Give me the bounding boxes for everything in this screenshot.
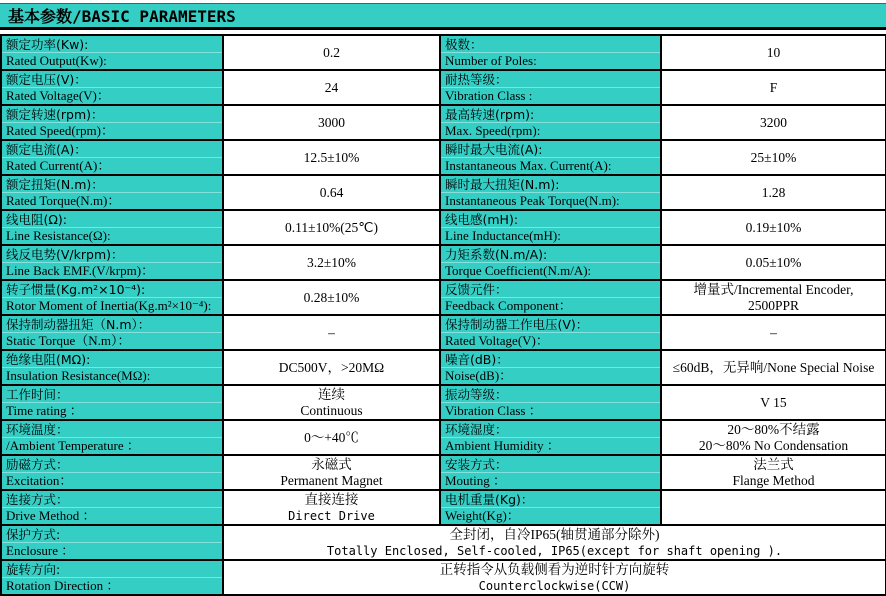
- label-en: Rotation Direction ：: [6, 578, 120, 593]
- ambient-temperature-value: [223, 420, 440, 455]
- page-title: 基本参数/BASIC PARAMETERS: [8, 7, 236, 26]
- drive-method-label: [1, 490, 223, 525]
- label-en: Vibration Class :: [445, 88, 533, 103]
- value-line-1: 直接连接: [304, 491, 359, 507]
- row-rotor-inertia-feedback: [1, 280, 886, 315]
- value-line-1: 正转指令从负载侧看为逆时针方向旋转: [439, 561, 670, 577]
- rated-output-value: [223, 35, 440, 70]
- value-line-1: –: [328, 324, 335, 340]
- value-line-2: Permanent Magnet: [280, 472, 383, 488]
- label-zh: 振动等级：: [441, 386, 660, 403]
- label-en: Max. Speed(rpm):: [445, 123, 541, 138]
- value-line-1: DC500V，>20MΩ: [278, 359, 385, 375]
- label-zh: 反馈元件：: [441, 281, 660, 298]
- label-zh: 线电阻(Ω):: [2, 211, 222, 228]
- value-line-2: 20～80% No Condensation: [698, 437, 849, 453]
- value-line-2: Flange Method: [732, 472, 815, 488]
- label-zh: 励磁方式：: [2, 456, 222, 473]
- value-line-1: 增量式/Incremental Encoder,: [693, 281, 854, 297]
- mounting-value: [661, 455, 886, 490]
- label-en: Vibration Class ：: [445, 403, 542, 418]
- label-en: Instantaneous Max. Current(A):: [445, 158, 612, 173]
- value-line-2: Counterclockwise(CCW): [478, 578, 631, 593]
- row-rated-current-max-current: [1, 140, 886, 175]
- label-zh: 极数：: [441, 36, 660, 53]
- label-en: Ambient Humidity ：: [445, 438, 560, 453]
- rated-current-label: [1, 140, 223, 175]
- peak-torque-label: [440, 175, 661, 210]
- drive-method-value: [223, 490, 440, 525]
- excitation-value: [223, 455, 440, 490]
- rated-voltage-value: [223, 70, 440, 105]
- value-line-1: 20～80%不结露: [727, 421, 820, 437]
- vibration-class-value: [661, 385, 886, 420]
- torque-coefficient-value: [661, 245, 886, 280]
- row-rated-speed-max-speed: [1, 105, 886, 140]
- brake-static-torque-value: [223, 315, 440, 350]
- value-line-1: 0.64: [319, 184, 344, 200]
- rated-torque-label: [1, 175, 223, 210]
- label-en: Mouting ：: [445, 473, 507, 488]
- label-en: Rated Current(A)：: [6, 158, 111, 173]
- feedback-component-value: [661, 280, 886, 315]
- max-current-label: [440, 140, 661, 175]
- value-line-1: 连续: [318, 386, 345, 402]
- value-line-1: ≤60dB，无异响/None Special Noise: [672, 359, 875, 375]
- weight-label: [440, 490, 661, 525]
- label-zh: 瞬时最大扭矩(N.m):: [441, 176, 660, 193]
- value-line-2: 2500PPR: [747, 297, 800, 313]
- value-line-1: 0～+40℃: [304, 429, 359, 445]
- label-en: Rated Speed(rpm)：: [6, 123, 114, 138]
- torque-coefficient-label: [440, 245, 661, 280]
- value-line-1: F: [769, 79, 778, 95]
- label-zh: 瞬时最大电流(A):: [441, 141, 660, 158]
- label-en: Torque Coefficient(N.m/A):: [445, 263, 592, 278]
- label-en: Rotor Moment of Inertia(Kg.m²×10⁻⁴):: [6, 298, 212, 313]
- time-rating-label: [1, 385, 223, 420]
- enclosure-label: [1, 525, 223, 560]
- title-bar: [0, 3, 886, 30]
- label-zh: 最高转速(rpm):: [441, 106, 660, 123]
- value-line-2: Totally Enclosed, Self-cooled, IP65(except for shaft opening ).: [326, 543, 783, 558]
- label-zh: 保持制动器工作电压(V)：: [441, 316, 660, 333]
- value-line-1: 法兰式: [753, 456, 794, 472]
- label-zh: 保持制动器扭矩（N.m）：: [2, 316, 222, 333]
- value-line-1: 0.11±10%(25℃): [285, 219, 378, 235]
- back-emf-value: [223, 245, 440, 280]
- label-zh: 噪音(dB)：: [441, 351, 660, 368]
- heat-class-label: [440, 70, 661, 105]
- value-line-1: 3.2±10%: [306, 254, 357, 270]
- noise-label: [440, 350, 661, 385]
- rated-speed-label: [1, 105, 223, 140]
- brake-voltage-label: [440, 315, 661, 350]
- label-zh: 电机重量(Kg)：: [441, 491, 660, 508]
- brake-static-torque-label: [1, 315, 223, 350]
- line-resistance-label: [1, 210, 223, 245]
- label-zh: 旋转方向:: [2, 561, 222, 578]
- label-en: Line Back EMF.(V/krpm)：: [6, 263, 155, 278]
- weight-value: [661, 490, 886, 525]
- label-zh: 额定功率(Kw):: [2, 36, 222, 53]
- label-en: Line Resistance(Ω):: [6, 228, 111, 243]
- noise-value: [661, 350, 886, 385]
- rotation-direction-label: [1, 560, 223, 595]
- label-en: Drive Method ：: [6, 508, 96, 523]
- label-zh: 力矩系数(N.m/A):: [441, 246, 660, 263]
- label-en: Rated Torque(N.m)：: [6, 193, 121, 208]
- enclosure-value: [223, 525, 886, 560]
- row-rated-output-poles: [1, 35, 886, 70]
- label-en: Rated Voltage(V)：: [445, 333, 549, 348]
- rated-voltage-label: [1, 70, 223, 105]
- insulation-resistance-label: [1, 350, 223, 385]
- row-time-rating-vibration: [1, 385, 886, 420]
- mounting-label: [440, 455, 661, 490]
- poles-value: [661, 35, 886, 70]
- label-zh: 额定转速(rpm)：: [2, 106, 222, 123]
- max-current-value: [661, 140, 886, 175]
- value-line-1: 0.19±10%: [745, 219, 802, 235]
- value-line-1: 25±10%: [750, 149, 797, 165]
- label-zh: 转子惯量(Kg.m²×10⁻⁴):: [2, 281, 222, 298]
- value-line-1: 0.28±10%: [303, 289, 360, 305]
- row-drive-method-weight: [1, 490, 886, 525]
- value-line-1: 12.5±10%: [303, 149, 360, 165]
- value-line-1: –: [770, 324, 777, 340]
- label-en: Time rating ：: [6, 403, 83, 418]
- row-rotation-direction: [1, 560, 886, 595]
- ambient-humidity-label: [440, 420, 661, 455]
- label-zh: 线反电势(V/krpm)：: [2, 246, 222, 263]
- label-en: Static Torque（N.m）：: [6, 333, 131, 348]
- label-zh: 额定扭矩(N.m)：: [2, 176, 222, 193]
- label-zh: 工作时间：: [2, 386, 222, 403]
- value-line-1: 3200: [760, 114, 787, 130]
- insulation-resistance-value: [223, 350, 440, 385]
- label-zh: 环境温度：: [2, 421, 222, 438]
- label-zh: 额定电压(V)：: [2, 71, 222, 88]
- line-resistance-value: [223, 210, 440, 245]
- brake-voltage-value: [661, 315, 886, 350]
- label-zh: 安装方式：: [441, 456, 660, 473]
- label-en: Number of Poles:: [445, 53, 537, 68]
- row-temperature-humidity: [1, 420, 886, 455]
- label-en: Excitation：: [6, 473, 73, 488]
- label-en: Rated Voltage(V)：: [6, 88, 110, 103]
- label-zh: 耐热等级：: [441, 71, 660, 88]
- value-line-1: 0.2: [323, 44, 340, 60]
- row-enclosure: [1, 525, 886, 560]
- label-en: Insulation Resistance(MΩ):: [6, 368, 151, 383]
- label-en: Feedback Component：: [445, 298, 572, 313]
- label-en: Weight(Kg)：: [445, 508, 520, 523]
- max-speed-value: [661, 105, 886, 140]
- basic-parameters-table: [0, 34, 886, 596]
- time-rating-value: [223, 385, 440, 420]
- rated-torque-value: [223, 175, 440, 210]
- ambient-temperature-label: [1, 420, 223, 455]
- value-line-1: 全封闭，自冷IP65(轴贯通部分除外): [449, 526, 660, 542]
- rated-current-value: [223, 140, 440, 175]
- label-en: Rated Output(Kw):: [6, 53, 107, 68]
- heat-class-value: [661, 70, 886, 105]
- value-line-2: Direct Drive: [288, 508, 375, 523]
- value-line-1: 0.05±10%: [745, 254, 802, 270]
- label-zh: 额定电流(A)：: [2, 141, 222, 158]
- value-line-1: V 15: [760, 394, 787, 410]
- row-brake-torque-brake-voltage: [1, 315, 886, 350]
- label-en: /Ambient Temperature ：: [6, 438, 140, 453]
- vibration-class-label: [440, 385, 661, 420]
- value-line-1: 24: [324, 79, 339, 95]
- label-en: Instantaneous Peak Torque(N.m):: [445, 193, 620, 208]
- label-en: Noise(dB)：: [445, 368, 513, 383]
- row-rated-voltage-heat-class: [1, 70, 886, 105]
- label-zh: 绝缘电阻(MΩ):: [2, 351, 222, 368]
- back-emf-label: [1, 245, 223, 280]
- line-inductance-label: [440, 210, 661, 245]
- max-speed-label: [440, 105, 661, 140]
- label-zh: 连接方式：: [2, 491, 222, 508]
- value-line-1: 1.28: [761, 184, 786, 200]
- rotation-direction-value: [223, 560, 886, 595]
- label-zh: 环境湿度：: [441, 421, 660, 438]
- rated-speed-value: [223, 105, 440, 140]
- rotor-inertia-value: [223, 280, 440, 315]
- excitation-label: [1, 455, 223, 490]
- label-zh: 保护方式:: [2, 526, 222, 543]
- label-en: Enclosure ：: [6, 543, 75, 558]
- peak-torque-value: [661, 175, 886, 210]
- row-rated-torque-peak-torque: [1, 175, 886, 210]
- poles-label: [440, 35, 661, 70]
- rated-output-label: [1, 35, 223, 70]
- rotor-inertia-label: [1, 280, 223, 315]
- row-excitation-mounting: [1, 455, 886, 490]
- row-insulation-noise: [1, 350, 886, 385]
- label-zh: 线电感(mH):: [441, 211, 660, 228]
- row-back-emf-torque-coefficient: [1, 245, 886, 280]
- ambient-humidity-value: [661, 420, 886, 455]
- row-line-resistance-inductance: [1, 210, 886, 245]
- label-en: Line Inductance(mH):: [445, 228, 561, 243]
- value-line-1: 10: [766, 44, 781, 60]
- value-line-2: Continuous: [300, 402, 363, 418]
- line-inductance-value: [661, 210, 886, 245]
- value-line-1: 3000: [318, 114, 345, 130]
- value-line-1: 永磁式: [311, 456, 352, 472]
- feedback-component-label: [440, 280, 661, 315]
